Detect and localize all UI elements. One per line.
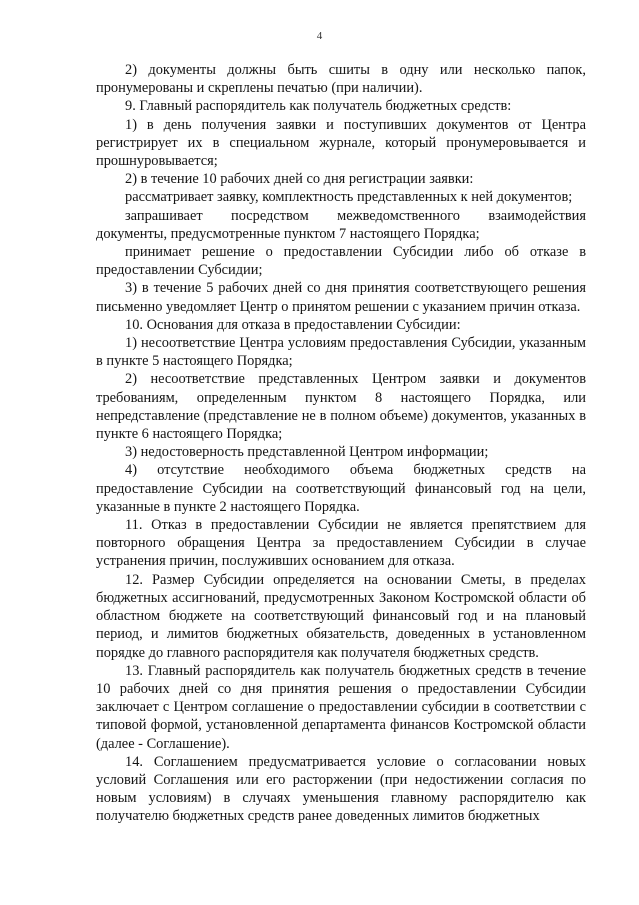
document-body [96, 61, 586, 826]
paragraph-12: 12. Размер Субсидии определяется на основании Сметы, в пределах бюджетных ассигнований, предусмотренных Законом Костромской области об областном бюджете на соответствующий финансовый год и на плановый период, и лимитов бюджетных обязательств, доведенных в установленном порядке до главного распорядителя как получателя бюджетных средств. [96, 571, 586, 661]
paragraph-9-2-review: рассматривает заявку, комплектность представленных к ней документов; [125, 189, 573, 206]
paragraph-10-4: 4) отсутствие необходимого объема бюджетных средств на предоставление Субсидии на соответствующий финансовый год на цели, указанные в пункте 2 настоящего Порядка. [96, 462, 586, 515]
paragraph-9-2: 2) в течение 10 рабочих дней со дня регистрации заявки: [125, 171, 474, 188]
paragraph-10-2: 2) несоответствие представленных Центром заявки и документов требованиям, определенным пунктом 8 настоящего Порядка, или непредставление (представление не в полном объеме) документов, указанных в пункте 6 настоящего Порядка; [96, 371, 586, 443]
paragraph-10-3: 3) недостоверность представленной Центром информации; [125, 444, 489, 461]
paragraph-9-3: 3) в течение 5 рабочих дней со дня принятия соответствующего решения письменно уведомляет Центр о принятом решении с указанием причин отказа. [96, 280, 586, 315]
paragraph-9-1: 1) в день получения заявки и поступивших документов от Центра регистрирует их в специальном журнале, который пронумеровывается и прошнуровывается; [96, 116, 586, 170]
page-number: 4 [316, 30, 323, 42]
paragraph-14: 14. Соглашением предусматривается условие о согласовании новых условий Соглашения или его расторжении (при недостижении согласия по новым условиям) в случаях уменьшения главному распорядителю как получателю бюджетных средств ранее доведенных лимитов бюджетных [96, 753, 586, 825]
paragraph-11: 11. Отказ в предоставлении Субсидии не является препятствием для повторного обращения Центра за предоставлением Субсидии в случае устранения причин, послуживших основанием для отказа. [96, 517, 586, 570]
paragraph-9-2-decision: принимает решение о предоставлении Субсидии либо об отказе в предоставлении Субсидии; [96, 244, 586, 279]
paragraph-9: 9. Главный распорядитель как получатель бюджетных средств: [125, 98, 512, 115]
paragraph-8-2: 2) документы должны быть сшиты в одну или несколько папок, пронумерованы и скреплены печатью (при наличии). [96, 62, 586, 97]
paragraph-10-1: 1) несоответствие Центра условиям предоставления Субсидии, указанным в пункте 5 настоящего Порядка; [96, 335, 586, 370]
paragraph-10: 10. Основания для отказа в предоставлении Субсидии: [125, 316, 461, 333]
paragraph-13: 13. Главный распорядитель как получатель бюджетных средств в течение 10 рабочих дней со дня принятия решения о предоставлении Субсидии заключает с Центром соглашение о предоставлении субсидии в соответствии с типовой формой, установленной департамента финансов Костромской области (далее - Соглашение). [96, 662, 586, 752]
paragraph-9-2-request: запрашивает посредством межведомственного взаимодействия документы, предусмотренные пунктом 7 настоящего Порядка; [96, 207, 586, 242]
